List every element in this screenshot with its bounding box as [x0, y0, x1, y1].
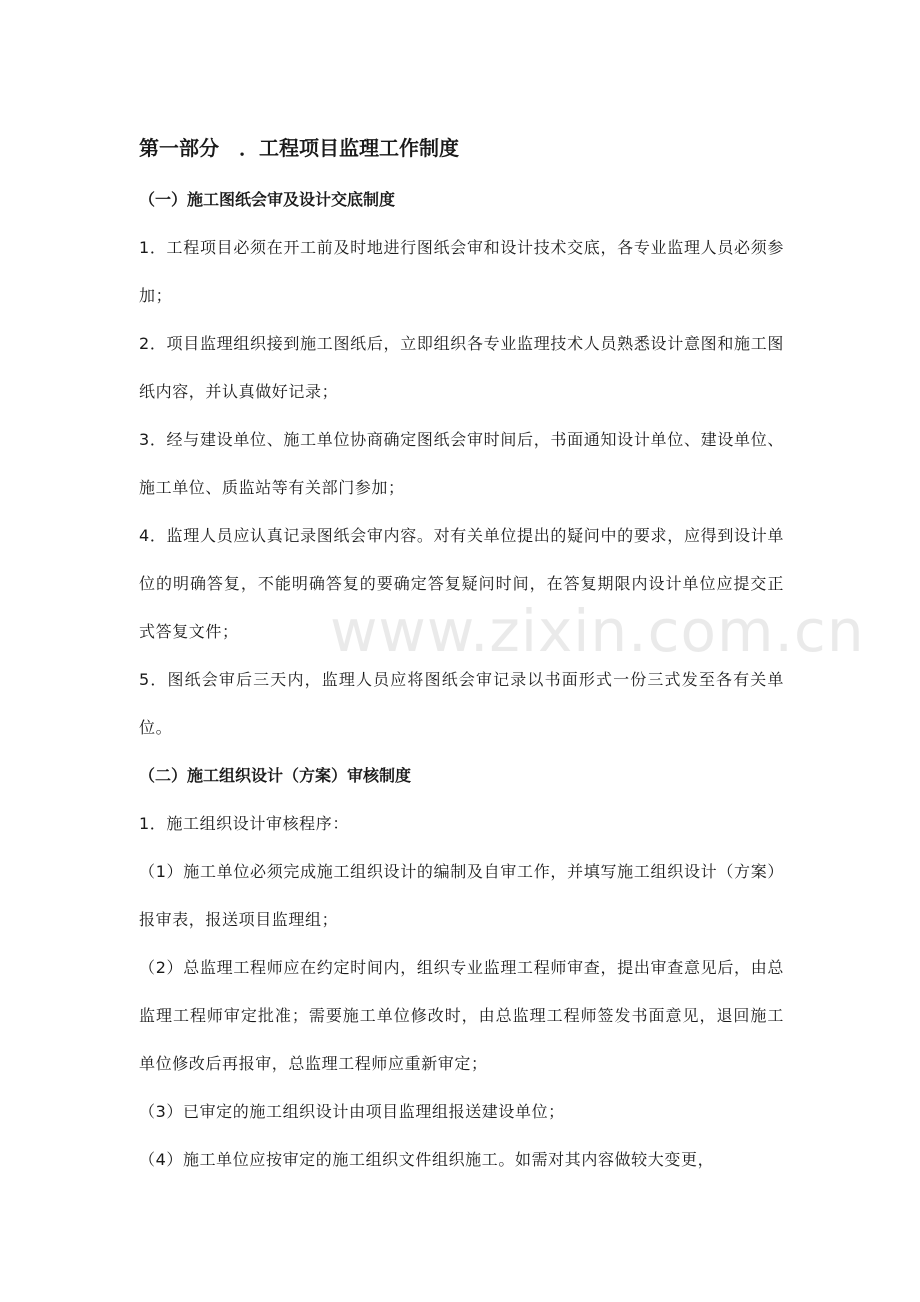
- watermark: www.zixin.com.cn: [330, 597, 865, 665]
- paragraph: （2）总监理工程师应在约定时间内，组织专业监理工程师审查，提出审查意见后，由总监理工程师审定批准；需要施工单位修改时，由总监理工程师签发书面意见，退回施工单位修改后再报审，总监理工程师应重新审定；: [139, 958, 784, 1073]
- paragraph: 2．项目监理组织接到施工图纸后，立即组织各专业监理技术人员熟悉设计意图和施工图纸内容，并认真做好记录；: [139, 334, 784, 401]
- document-body: [139, 128, 784, 1184]
- paragraph: 3．经与建设单位、施工单位协商确定图纸会审时间后，书面通知设计单位、建设单位、施工单位、质监站等有关部门参加；: [139, 430, 784, 497]
- section-title-1: （一）施工图纸会审及设计交底制度: [139, 190, 396, 209]
- paragraph: 1．施工组织设计审核程序：: [139, 814, 349, 833]
- paragraph: 5．图纸会审后三天内，监理人员应将图纸会审记录以书面形式一份三式发至各有关单位。: [139, 670, 784, 737]
- paragraph: 4．监理人员应认真记录图纸会审内容。对有关单位提出的疑问中的要求，应得到设计单位的明确答复，不能明确答复的要确定答复疑问时间，在答复期限内设计单位应提交正式答复文件；: [139, 526, 784, 641]
- section-title-2: （二）施工组织设计（方案）审核制度: [139, 766, 412, 785]
- paragraph: 1．工程项目必须在开工前及时地进行图纸会审和设计技术交底，各专业监理人员必须参加；: [139, 238, 784, 305]
- paragraph: （1）施工单位必须完成施工组织设计的编制及自审工作，并填写施工组织设计（方案）报审表，报送项目监理组；: [139, 862, 784, 929]
- part-title: 第一部分 ．工程项目监理工作制度: [139, 136, 459, 160]
- paragraph: （3）已审定的施工组织设计由项目监理组报送建设单位；: [139, 1102, 565, 1121]
- paragraph: （4）施工单位应按审定的施工组织文件组织施工。如需对其内容做较大变更，: [139, 1150, 715, 1169]
